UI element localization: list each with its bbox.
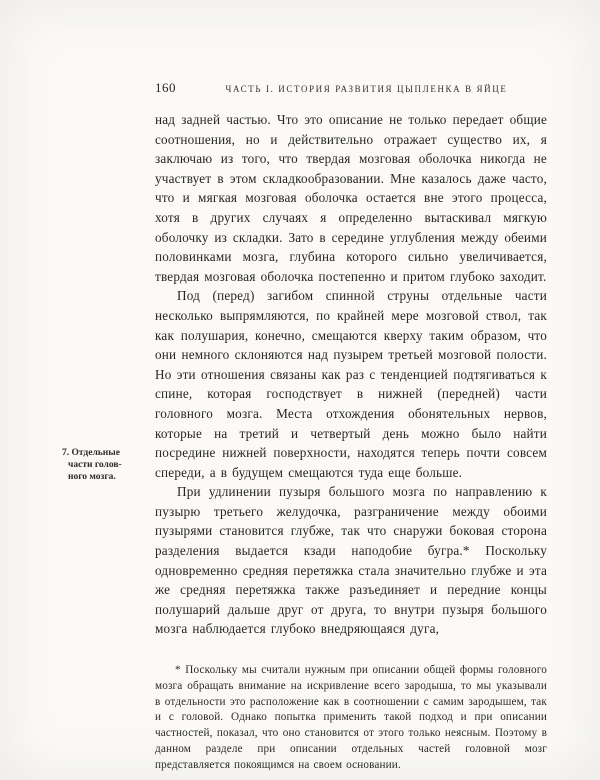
paragraph: над задней частью. Что это описание не только передает общие соотношения, но и действительно отражает существо их, я заключаю из того, что твердая мозговая оболочка никогда не участвует в этом складкообразовании. Мне казалось даже часто, что и мягкая мозговая оболочка остается вне этого процесса, хотя в других случаях я определенно вытаскивал мягкую оболочку из складки. Зато в середине углубления между обеими половинками мозга, глубина которого сильно увеличивается, твердая мозговая оболочка постепенно и притом глубоко заходит. xyxy=(155,112,547,284)
footnote-text: * Поскольку мы считали нужным при описании общей формы головного мозга обращать внимание на искривление всего зародыша, то мы указывали в отдельности это расположение как в соотношении с самим зародышем, так и с головой. Однако попытка применить такой подход и при описании частностей, показал, что оно становится от этого только неясным. Поэтому в данном разделе при описании отдельных частей головной мозг представляется покоящимся на своем основании. xyxy=(155,664,547,771)
margin-note-line: 7. Отдельные xyxy=(62,448,120,458)
margin-note-line: ного мозга. xyxy=(68,472,116,482)
body-text xyxy=(155,110,547,639)
paragraph: Под (перед) загибом спинной струны отдельные части несколько выпрямляются, по крайней мере мозговой ствол, так как полушария, конечно, смещаются кверху таким образом, что они немного склоняются над пузырем третьей мозговой полости. Но эти отношения связаны как раз с тенденцией подтягиваться к спине, которая господствует в нижней (передней) части головного мозга. Места отхождения обонятельных нервов, которые на третий и четвертый день можно было найти посредине нижней поверхности, находятся теперь почти совсем спереди, а в будущем смещаются туда еще больше. xyxy=(155,288,547,480)
page-number: 160 xyxy=(155,80,176,95)
margin-note-line: части голов- xyxy=(68,460,122,470)
running-head xyxy=(155,80,547,96)
text-column xyxy=(155,80,547,774)
margin-note xyxy=(62,447,150,483)
footnote xyxy=(155,663,547,774)
paragraph: При удлинении пузыря большого мозга по направлению к пузырю третьего желудочка, разграничение между обоими пузырями становится глубже, так что снаружи боковая сторона разделения выдается кзади наподобие бугра.* Поскольку одновременно средняя перетяжка стала значительно глубже и эта же средняя перетяжка также разъединяет и передние концы полушарий дальше друг от друга, то внутри пузыря большого мозга наблюдается глубоко внедряющаяся дуга, xyxy=(155,484,547,637)
running-title: ЧАСТЬ I. ИСТОРИЯ РАЗВИТИЯ ЦЫПЛЕНКА В ЯЙЦЕ xyxy=(225,84,508,94)
